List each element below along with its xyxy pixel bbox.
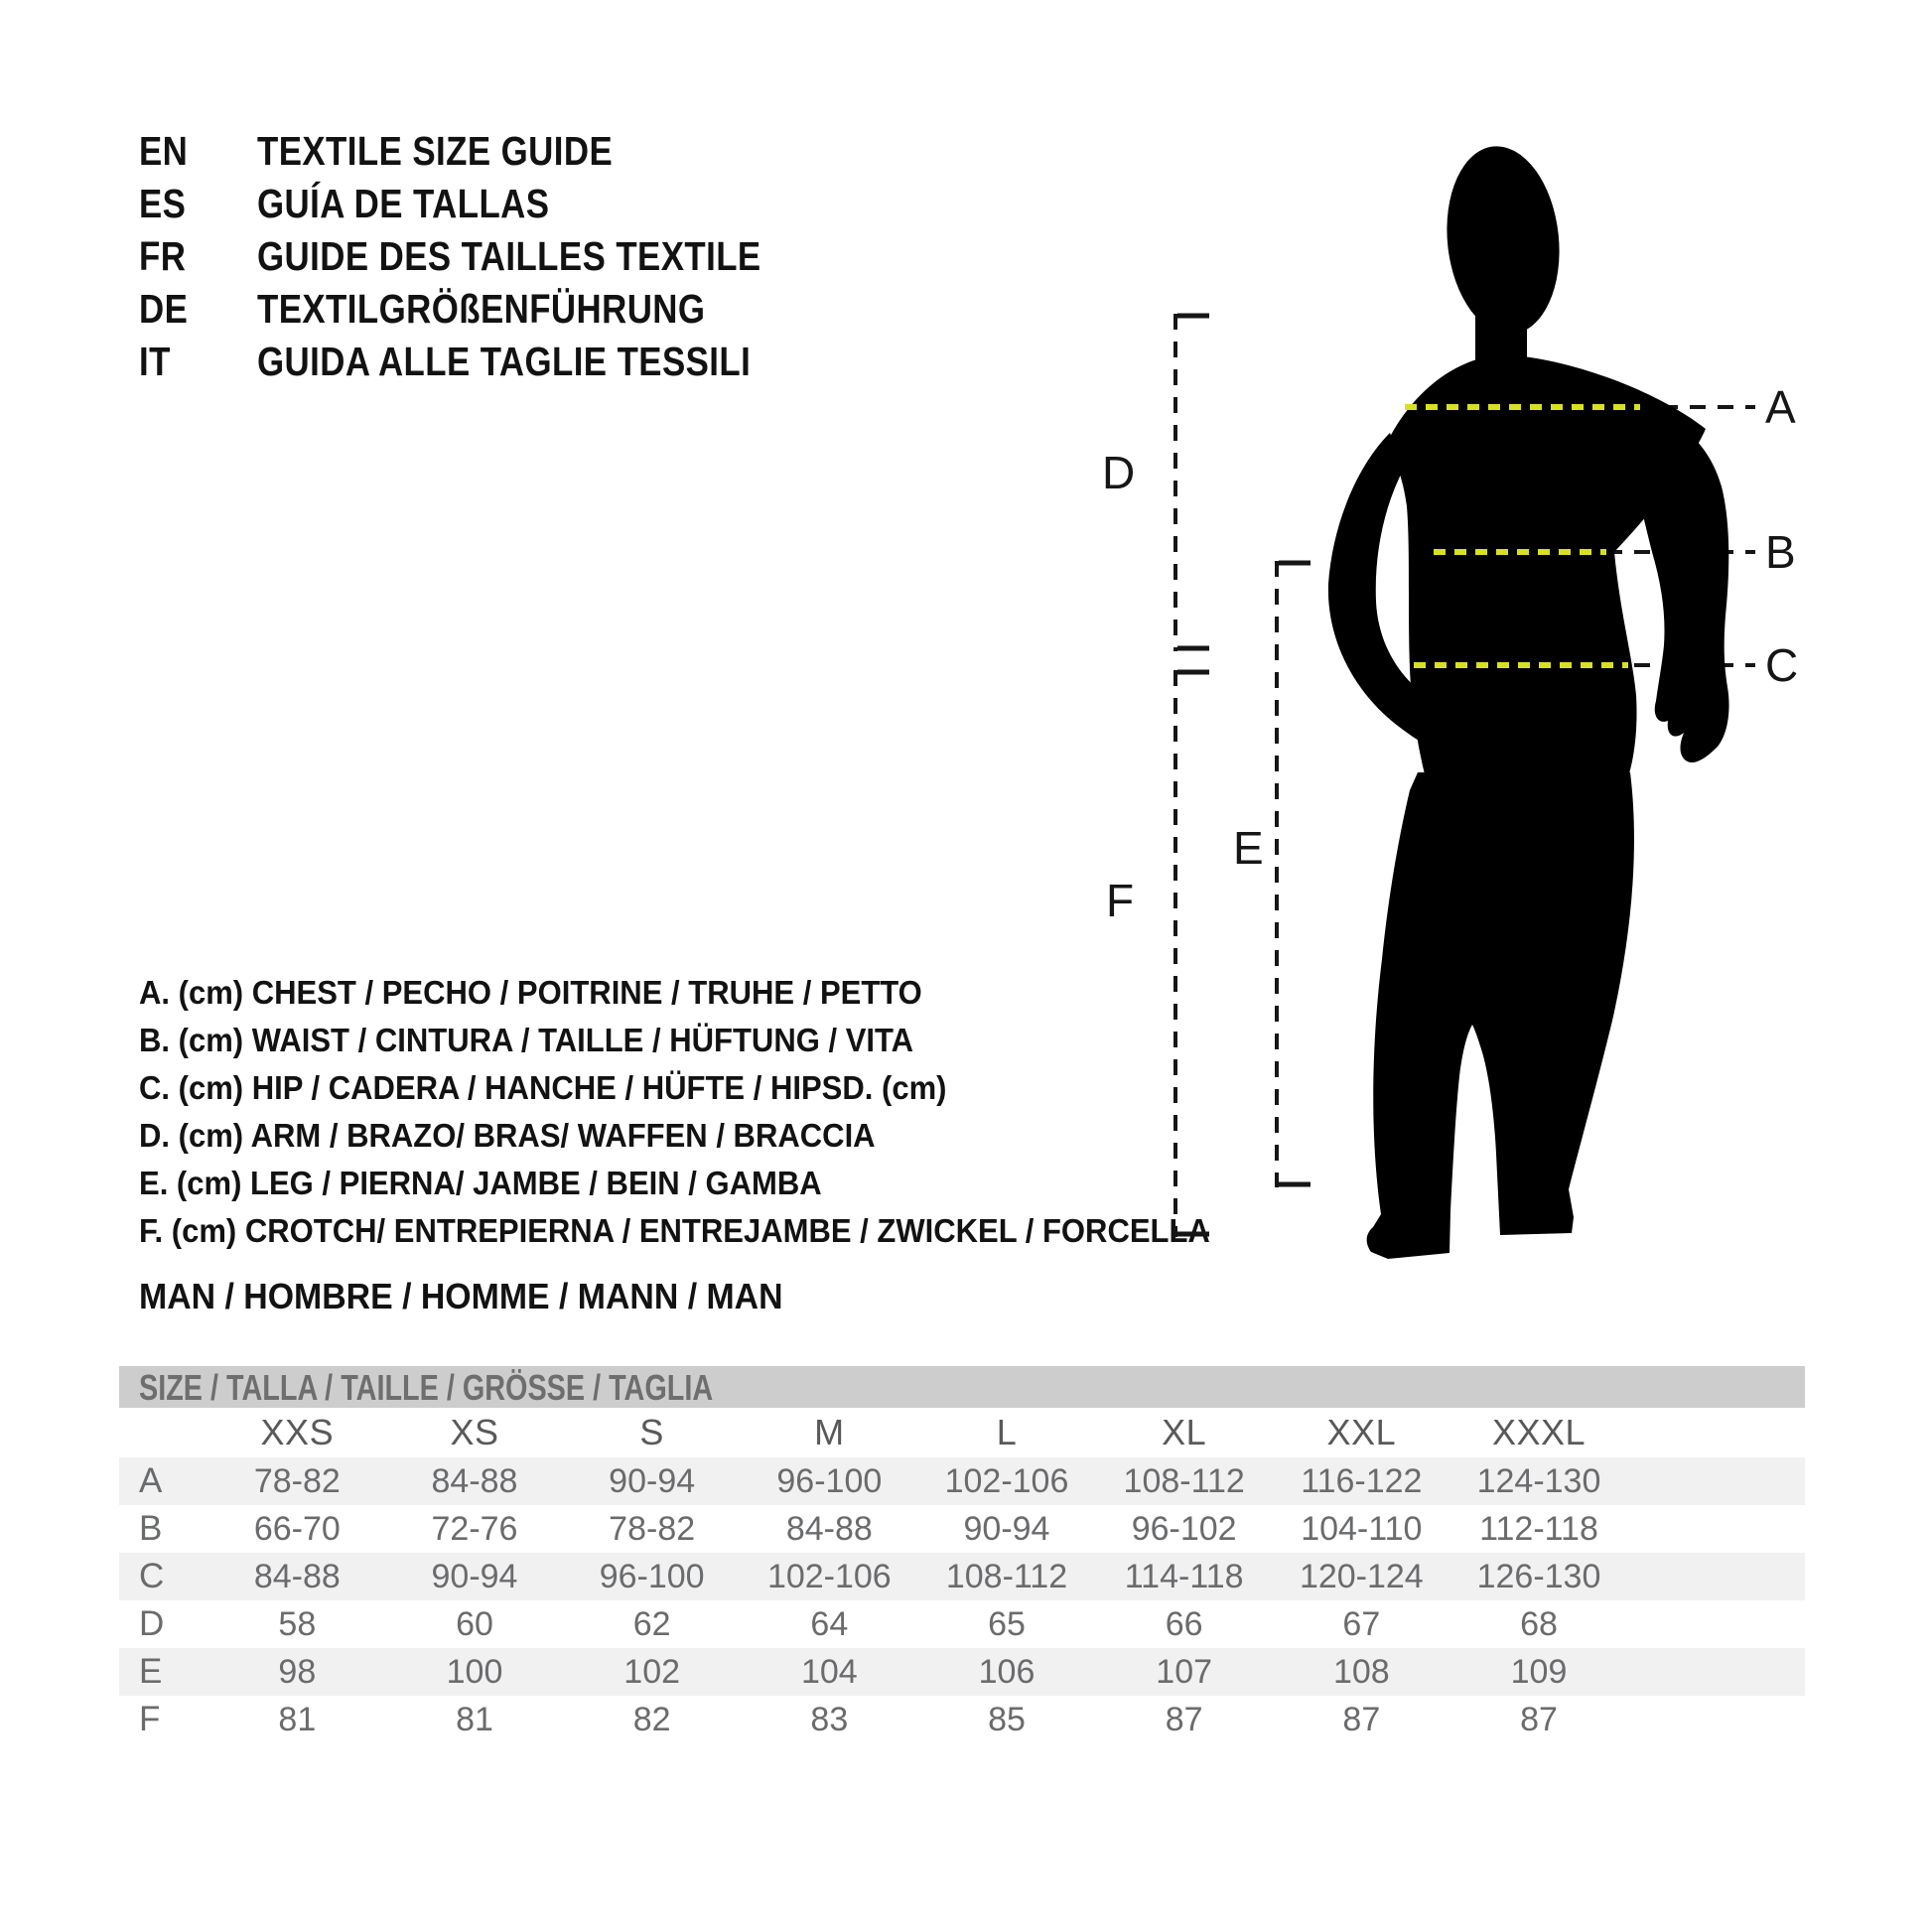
size-value: 58 (278, 1604, 317, 1643)
size-value: 84-88 (431, 1461, 518, 1500)
size-value: 78-82 (253, 1461, 341, 1500)
size-value: 87 (1520, 1700, 1558, 1738)
size-value: 124-130 (1476, 1461, 1601, 1500)
figure-label-arm: D (1102, 447, 1136, 498)
figure-label-hip: C (1765, 639, 1799, 691)
size-table-body (119, 1457, 1805, 1743)
size-column-header: XXS (260, 1412, 335, 1452)
size-row-label: F (139, 1700, 161, 1738)
size-table-title: SIZE / TALLA / TAILLE / GRÖSSE / TAGLIA (139, 1367, 714, 1408)
language-row (139, 283, 761, 336)
language-title: GUIDA ALLE TAGLIE TESSILI (257, 339, 752, 384)
size-value: 96-100 (776, 1461, 883, 1500)
size-value: 114-118 (1124, 1557, 1244, 1595)
size-table-title-band (119, 1366, 1805, 1408)
silhouette-legs (1367, 772, 1634, 1259)
size-value: 84-88 (785, 1509, 873, 1548)
size-column-header: XXL (1326, 1412, 1397, 1452)
language-title: TEXTILE SIZE GUIDE (257, 128, 614, 174)
figure-label-crotch: F (1106, 875, 1135, 926)
size-value: 66-70 (253, 1509, 341, 1548)
size-value: 90-94 (609, 1461, 696, 1500)
language-row (139, 125, 761, 178)
language-code: IT (139, 339, 171, 384)
language-title-list (139, 125, 761, 388)
size-column-header: XXXL (1491, 1412, 1587, 1452)
size-value: 64 (810, 1604, 849, 1643)
measurement-legend-line: F. (cm) CROTCH/ ENTREPIERNA / ENTREJAMBE / ZWICKEL / FORCELLA (139, 1212, 1210, 1249)
size-row-c (119, 1553, 1805, 1600)
size-value: 84-88 (253, 1557, 341, 1595)
language-title: GUIDE DES TAILLES TEXTILE (257, 233, 761, 279)
size-row-label: A (139, 1461, 163, 1500)
size-value: 116-122 (1301, 1461, 1423, 1500)
size-value: 120-124 (1299, 1557, 1424, 1595)
silhouette-neck (1475, 294, 1527, 361)
language-code: EN (139, 128, 189, 174)
size-value: 83 (810, 1700, 849, 1738)
size-value: 106 (978, 1652, 1035, 1691)
size-value: 102-106 (944, 1461, 1069, 1500)
language-row (139, 336, 761, 388)
language-code: DE (139, 286, 189, 332)
language-title: GUÍA DE TALLAS (257, 181, 550, 226)
size-value: 102-106 (766, 1557, 892, 1595)
size-value: 104 (800, 1652, 858, 1691)
size-value: 102 (623, 1652, 681, 1691)
measurement-legend-line: B. (cm) WAIST / CINTURA / TAILLE / HÜFTUNG / VITA (139, 1022, 914, 1058)
size-row-label: D (139, 1604, 165, 1643)
size-value: 104-110 (1301, 1509, 1423, 1548)
size-value: 108-112 (945, 1557, 1068, 1595)
size-value: 107 (1156, 1652, 1213, 1691)
size-row-b (119, 1505, 1805, 1553)
man-silhouette (1328, 141, 1729, 1259)
size-value: 65 (988, 1604, 1026, 1643)
size-row-label: E (139, 1652, 163, 1691)
size-value: 112-118 (1479, 1509, 1598, 1548)
size-column-header: XS (450, 1412, 499, 1452)
size-value: 67 (1342, 1604, 1381, 1643)
size-row-d (119, 1600, 1805, 1648)
size-row-label: B (139, 1509, 163, 1548)
size-value: 90-94 (963, 1509, 1050, 1548)
language-row (139, 178, 761, 230)
size-value: 66 (1165, 1604, 1203, 1643)
size-value: 68 (1520, 1604, 1558, 1643)
figure-label-leg: E (1233, 822, 1264, 874)
size-value: 87 (1165, 1700, 1203, 1738)
size-row-f (119, 1696, 1805, 1743)
size-value: 100 (446, 1652, 503, 1691)
size-row-e (119, 1648, 1805, 1696)
silhouette-right-arm (1631, 405, 1729, 762)
language-row (139, 230, 761, 283)
size-row-label: C (139, 1557, 165, 1595)
language-title: TEXTILGRÖßENFÜHRUNG (257, 286, 706, 332)
size-value: 72-76 (431, 1509, 518, 1548)
size-value: 87 (1342, 1700, 1381, 1738)
size-row-a (119, 1457, 1805, 1505)
male-silhouette-diagram (1072, 99, 1886, 1340)
size-column-header: XL (1162, 1412, 1207, 1452)
size-value: 96-102 (1131, 1509, 1237, 1548)
size-value: 126-130 (1476, 1557, 1601, 1595)
category-line: MAN / HOMBRE / HOMME / MANN / MAN (139, 1276, 783, 1316)
size-value: 109 (1510, 1652, 1568, 1691)
size-header-row (119, 1408, 1805, 1457)
size-value: 81 (456, 1700, 493, 1738)
size-value: 96-100 (599, 1557, 705, 1595)
language-code: ES (139, 181, 187, 226)
size-value: 81 (278, 1700, 317, 1738)
language-code: FR (139, 233, 187, 279)
measurement-legend-line: D. (cm) ARM / BRAZO/ BRAS/ WAFFEN / BRACCIA (139, 1117, 876, 1154)
size-value: 60 (456, 1604, 493, 1643)
size-table (119, 1366, 1805, 1743)
size-value: 85 (988, 1700, 1026, 1738)
measurement-legend-line: E. (cm) LEG / PIERNA/ JAMBE / BEIN / GAMBA (139, 1165, 822, 1201)
size-value: 90-94 (431, 1557, 518, 1595)
size-value: 108-112 (1123, 1461, 1245, 1500)
size-value: 78-82 (609, 1509, 696, 1548)
measurement-legend-line: A. (cm) CHEST / PECHO / POITRINE / TRUHE / PETTO (139, 974, 922, 1011)
measurement-legend (139, 969, 1210, 1255)
size-value: 98 (278, 1652, 317, 1691)
measurement-legend-line: C. (cm) HIP / CADERA / HANCHE / HÜFTE / HIPSD. (cm) (139, 1069, 947, 1106)
size-column-header: S (639, 1412, 664, 1452)
size-value: 108 (1332, 1652, 1390, 1691)
size-column-header: M (814, 1412, 845, 1452)
size-value: 62 (632, 1604, 671, 1643)
figure-label-waist: B (1765, 526, 1796, 578)
size-column-header: L (996, 1412, 1018, 1452)
figure-label-chest: A (1765, 381, 1796, 433)
size-value: 82 (632, 1700, 671, 1738)
